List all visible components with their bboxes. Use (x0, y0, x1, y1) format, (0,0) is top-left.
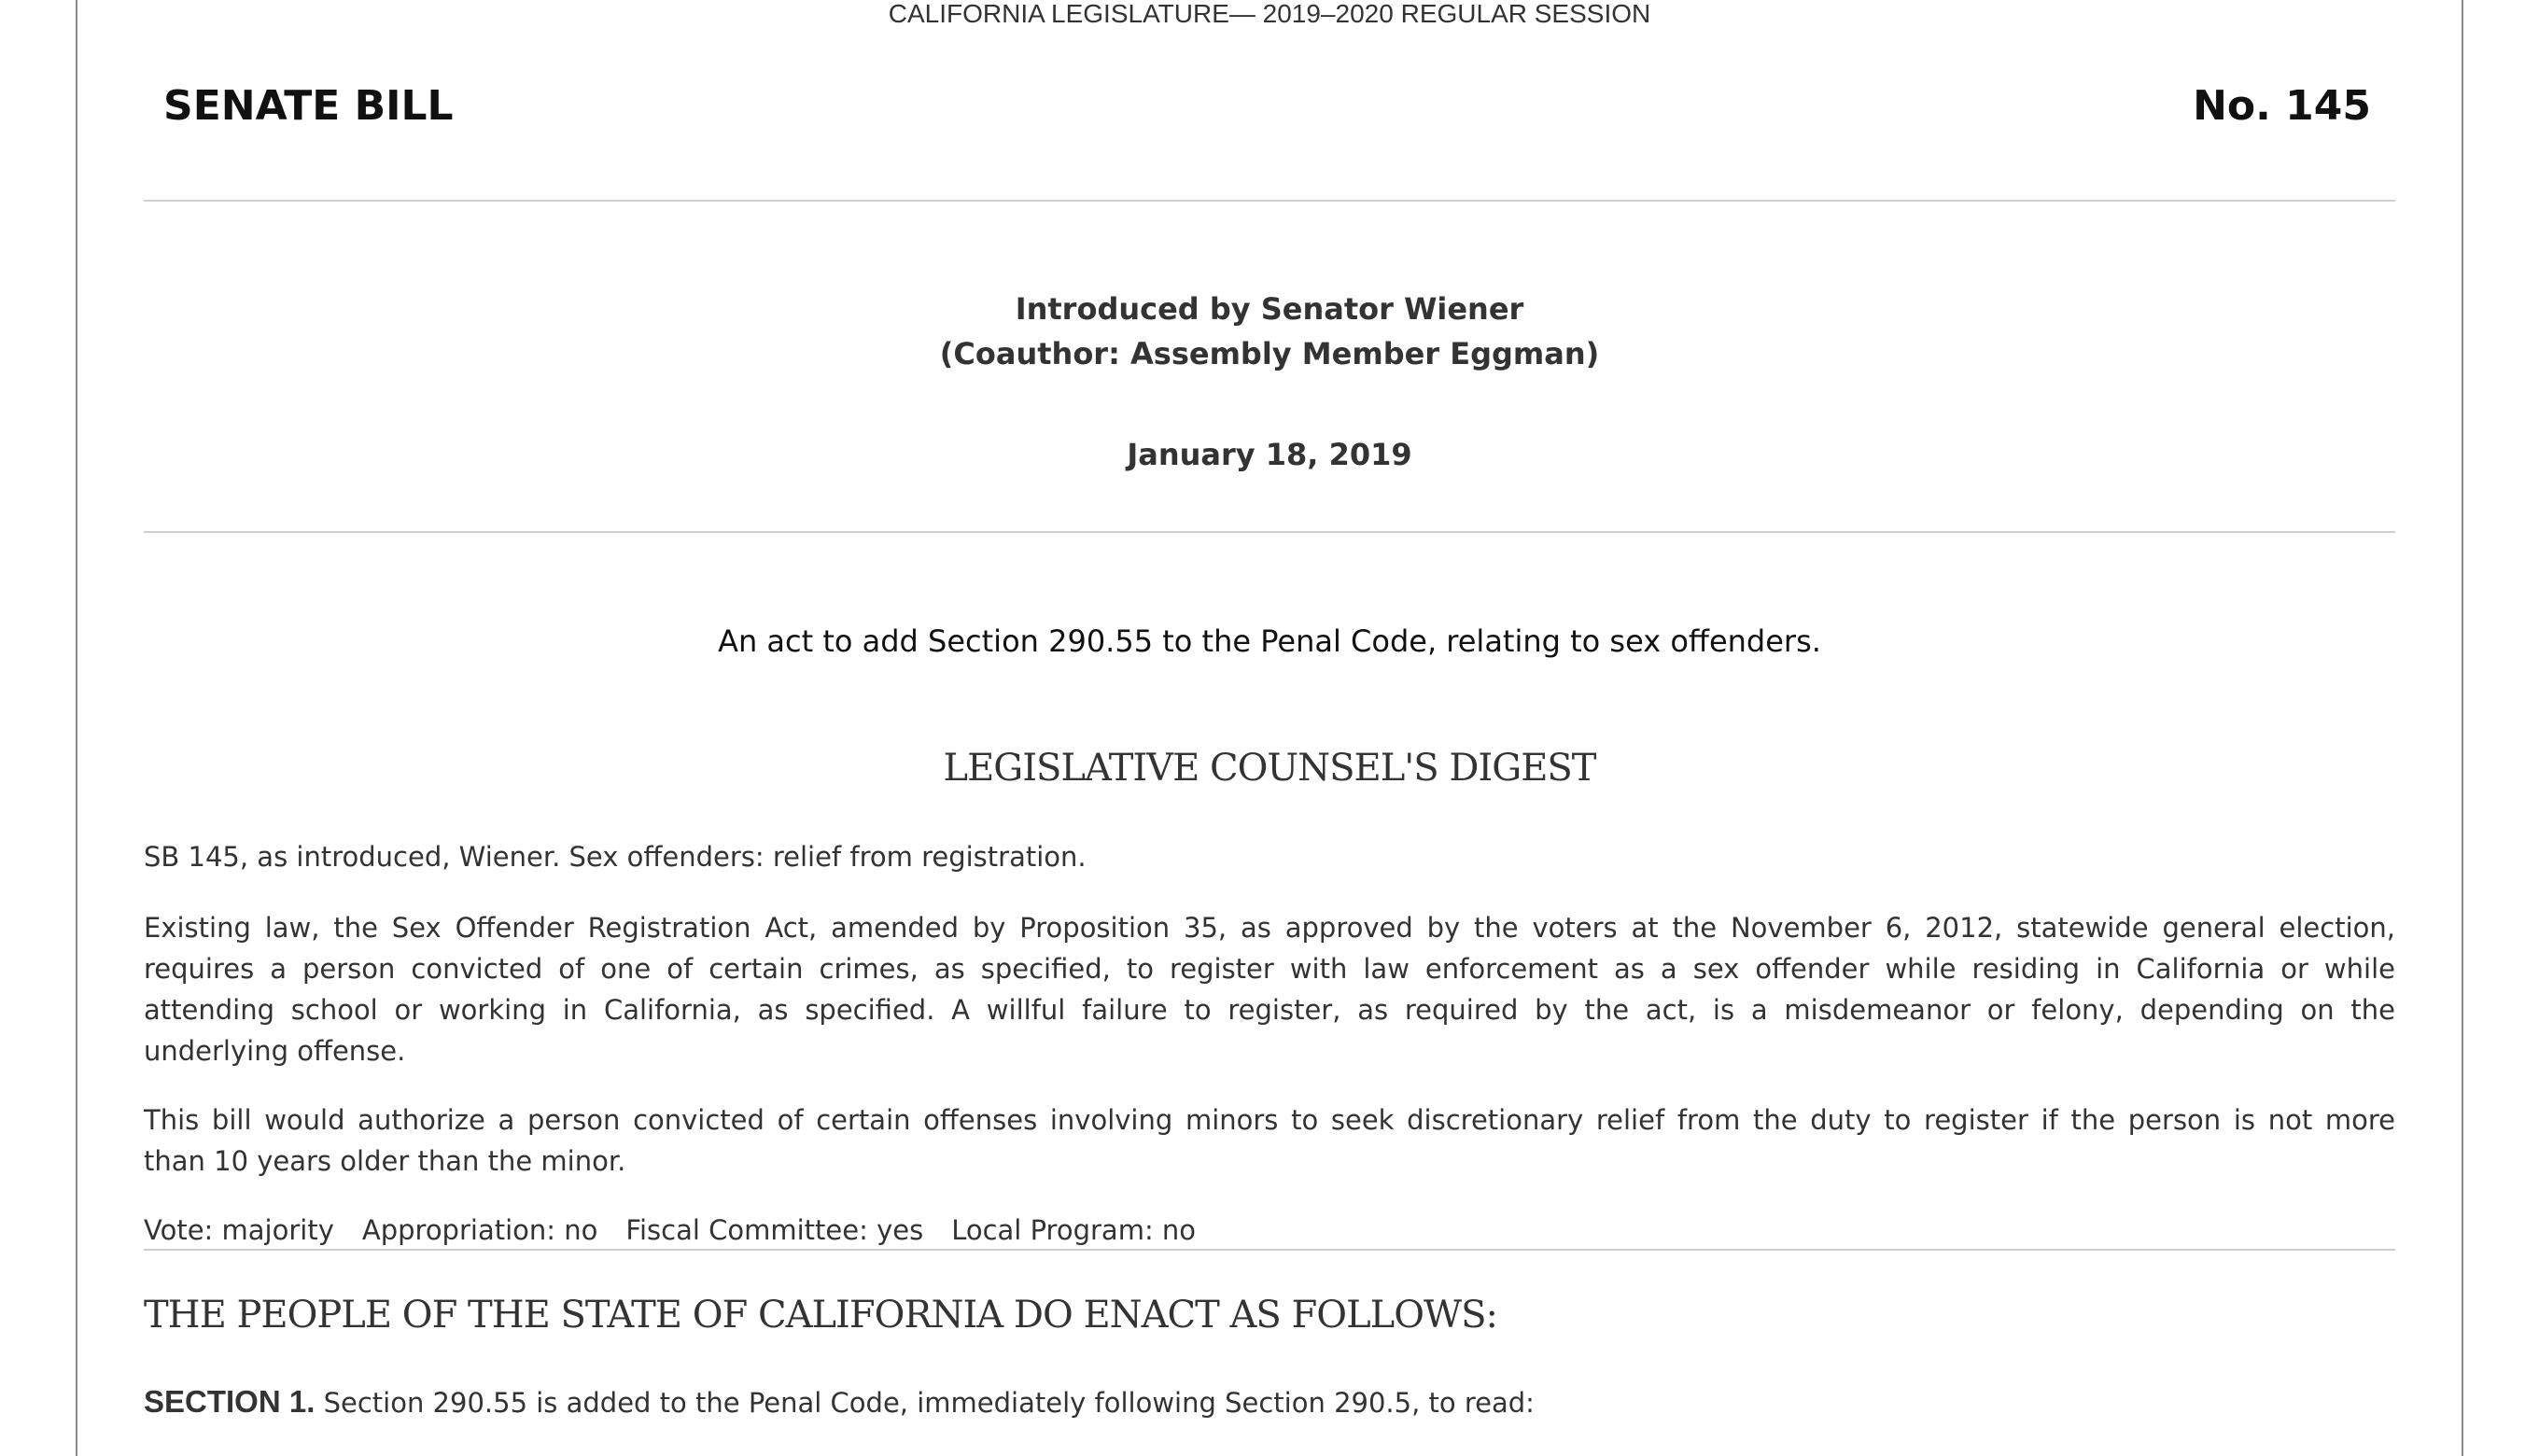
divider (144, 1249, 2395, 1251)
divider (144, 200, 2395, 202)
fiscal-committee: Fiscal Committee: yes (625, 1214, 924, 1246)
paragraph-line: requires a person convicted of one of certain crimes, as specified, to register with law enforcement as a sex offender while residing in California or while (144, 953, 2395, 985)
page-right-border (2462, 0, 2463, 1456)
digest-paragraph-2 (144, 1099, 2395, 1182)
enacting-clause: THE PEOPLE OF THE STATE OF CALIFORNIA DO ENACT AS FOLLOWS: (144, 1294, 1498, 1337)
vote-info (144, 1210, 2395, 1251)
digest-paragraph-1 (144, 907, 2395, 1071)
paragraph-line: Existing law, the Sex Offender Registration Act, amended by Proposition 35, as approved by the voters at the November 6, 2012, statewide general election, (144, 912, 2395, 944)
summary-text: SB 145, as introduced, Wiener. Sex offenders: relief from registration. (144, 841, 1087, 873)
section-label: SECTION 1. (144, 1384, 316, 1419)
digest-title: LEGISLATIVE COUNSEL'S DIGEST (943, 747, 1596, 790)
appropriation: Appropriation: no (361, 1214, 598, 1246)
introduced-date: January 18, 2019 (1127, 437, 1412, 472)
page-left-border (76, 0, 77, 1456)
bill-number: No. 145 (2193, 82, 2371, 130)
local-program: Local Program: no (951, 1214, 1197, 1246)
digest-summary (144, 836, 2395, 877)
session-header: CALIFORNIA LEGISLATURE— 2019–2020 REGULAR SESSION (888, 0, 1651, 28)
paragraph-line: This bill would authorize a person convicted of certain offenses involving minors to seek discretionary relief from the duty to register if the person is not more (144, 1104, 2395, 1136)
bill-type: SENATE BILL (163, 82, 454, 130)
coauthor: (Coauthor: Assembly Member Eggman) (939, 336, 1600, 371)
paragraph-line: than 10 years older than the minor. (144, 1145, 626, 1177)
act-title: An act to add Section 290.55 to the Penal Code, relating to sex offenders. (718, 623, 1821, 659)
section-text: Section 290.55 is added to the Penal Code, immediately following Section 290.5, to read: (323, 1387, 1535, 1419)
section-1 (144, 1381, 2395, 1423)
divider (144, 531, 2395, 533)
introduced-by: Introduced by Senator Wiener (1015, 291, 1524, 327)
vote: Vote: majority (144, 1214, 334, 1246)
paragraph-line: attending school or working in California, as specified. A willful failure to register, as required by the act, is a misdemeanor or felony, depending on the (144, 994, 2395, 1026)
paragraph-line: underlying offense. (144, 1035, 406, 1067)
